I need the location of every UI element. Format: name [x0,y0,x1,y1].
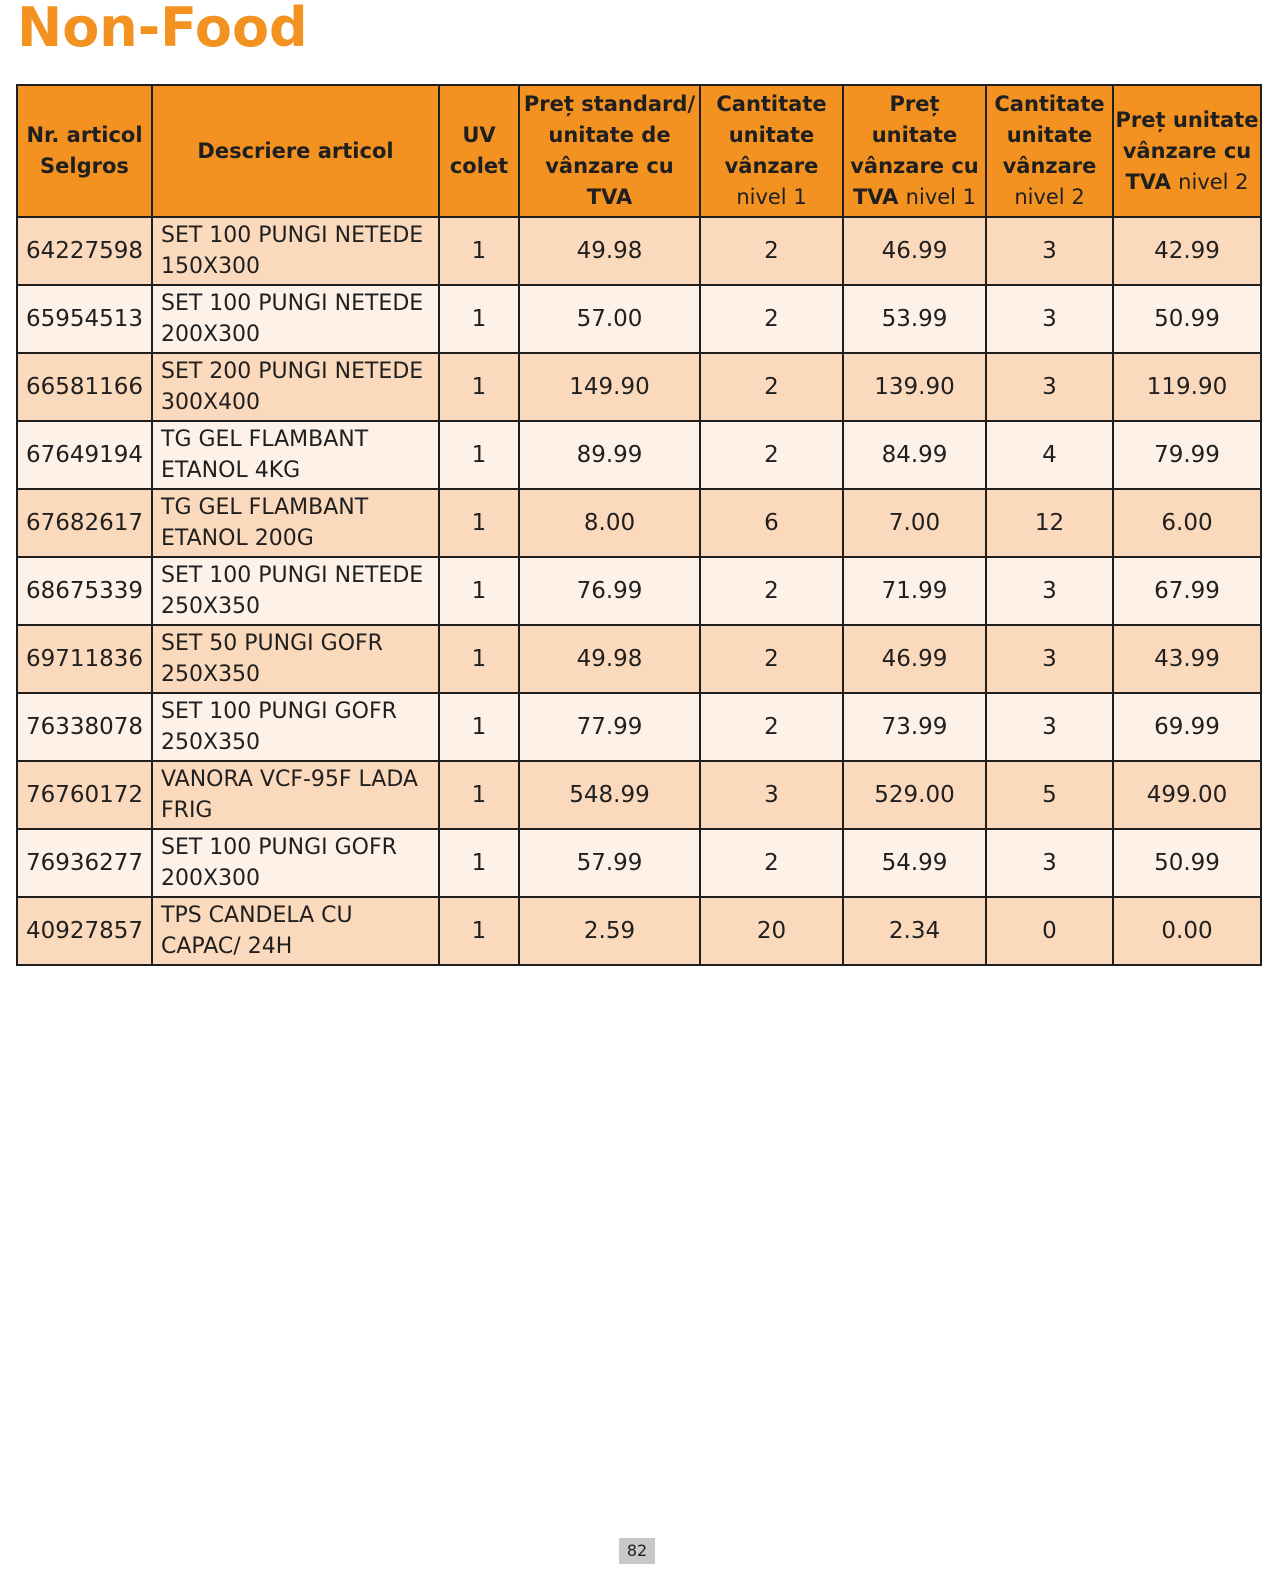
cell-cantitate-nivel2: 4 [986,421,1113,489]
cell-pret-nivel2: 0.00 [1113,897,1261,965]
cell-pret-nivel1: 73.99 [843,693,986,761]
cell-cantitate-nivel2: 3 [986,625,1113,693]
cell-cantitate-nivel1: 20 [700,897,843,965]
table-row [17,625,1261,693]
header-descriere: Descriere articol [152,85,439,217]
cell-nr-articol: 76936277 [17,829,152,897]
cell-nr-articol: 64227598 [17,217,152,285]
cell-nr-articol: 65954513 [17,285,152,353]
cell-uv-colet: 1 [439,217,519,285]
header-pret-nivel1: Preț unitate vânzare cu TVA nivel 1 [843,85,986,217]
cell-descriere: SET 100 PUNGI NETEDE 150X300 [152,217,439,285]
cell-pret-nivel1: 2.34 [843,897,986,965]
cell-pret-nivel1: 84.99 [843,421,986,489]
cell-descriere: SET 100 PUNGI NETEDE 200X300 [152,285,439,353]
page-title: Non-Food [17,0,308,59]
cell-cantitate-nivel2: 5 [986,761,1113,829]
cell-descriere: SET 200 PUNGI NETEDE 300X400 [152,353,439,421]
cell-cantitate-nivel2: 0 [986,897,1113,965]
cell-cantitate-nivel2: 3 [986,557,1113,625]
cell-nr-articol: 69711836 [17,625,152,693]
cell-pret-nivel2: 6.00 [1113,489,1261,557]
table-row [17,217,1261,285]
cell-pret-nivel2: 67.99 [1113,557,1261,625]
cell-descriere: TPS CANDELA CU CAPAC/ 24H [152,897,439,965]
cell-pret-standard: 2.59 [519,897,700,965]
cell-nr-articol: 67682617 [17,489,152,557]
cell-nr-articol: 40927857 [17,897,152,965]
cell-cantitate-nivel2: 3 [986,353,1113,421]
header-cantitate-nivel1: Cantitate unitate vânzare nivel 1 [700,85,843,217]
cell-descriere: VANORA VCF-95F LADA FRIG [152,761,439,829]
header-pret-nivel2: Preț unitate vânzare cu TVA nivel 2 [1113,85,1261,217]
cell-pret-nivel2: 42.99 [1113,217,1261,285]
cell-pret-standard: 57.99 [519,829,700,897]
cell-pret-nivel2: 50.99 [1113,285,1261,353]
cell-pret-nivel1: 71.99 [843,557,986,625]
cell-pret-nivel1: 529.00 [843,761,986,829]
header-pret-standard: Preț standard/ unitate de vânzare cu TVA [519,85,700,217]
table-row [17,421,1261,489]
cell-pret-standard: 89.99 [519,421,700,489]
cell-pret-nivel1: 54.99 [843,829,986,897]
cell-pret-nivel2: 499.00 [1113,761,1261,829]
cell-pret-nivel1: 53.99 [843,285,986,353]
cell-uv-colet: 1 [439,693,519,761]
cell-nr-articol: 68675339 [17,557,152,625]
cell-pret-standard: 76.99 [519,557,700,625]
table-header [17,85,1261,217]
cell-uv-colet: 1 [439,625,519,693]
cell-pret-nivel2: 50.99 [1113,829,1261,897]
cell-pret-nivel2: 119.90 [1113,353,1261,421]
cell-pret-nivel1: 7.00 [843,489,986,557]
cell-descriere: SET 100 PUNGI GOFR 250X350 [152,693,439,761]
cell-cantitate-nivel1: 2 [700,421,843,489]
header-nr-articol: Nr. articol Selgros [17,85,152,217]
cell-descriere: SET 100 PUNGI NETEDE 250X350 [152,557,439,625]
table-row [17,285,1261,353]
cell-uv-colet: 1 [439,421,519,489]
cell-uv-colet: 1 [439,829,519,897]
cell-cantitate-nivel2: 3 [986,829,1113,897]
cell-pret-nivel1: 46.99 [843,217,986,285]
cell-uv-colet: 1 [439,489,519,557]
cell-pret-nivel2: 43.99 [1113,625,1261,693]
cell-pret-nivel1: 46.99 [843,625,986,693]
cell-pret-standard: 548.99 [519,761,700,829]
cell-cantitate-nivel2: 3 [986,693,1113,761]
table-row [17,761,1261,829]
cell-cantitate-nivel1: 2 [700,829,843,897]
page-number: 82 [619,1538,655,1564]
table-row [17,489,1261,557]
cell-pret-standard: 49.98 [519,625,700,693]
cell-pret-nivel2: 69.99 [1113,693,1261,761]
cell-cantitate-nivel2: 3 [986,217,1113,285]
table-row [17,693,1261,761]
header-cantitate-nivel2: Cantitate unitate vânzare nivel 2 [986,85,1113,217]
cell-cantitate-nivel1: 6 [700,489,843,557]
cell-cantitate-nivel1: 2 [700,353,843,421]
table-row [17,353,1261,421]
cell-uv-colet: 1 [439,285,519,353]
cell-nr-articol: 76760172 [17,761,152,829]
cell-pret-standard: 149.90 [519,353,700,421]
cell-descriere: TG GEL FLAMBANT ETANOL 4KG [152,421,439,489]
cell-nr-articol: 76338078 [17,693,152,761]
cell-pret-standard: 49.98 [519,217,700,285]
header-uv-colet: UV colet [439,85,519,217]
cell-uv-colet: 1 [439,761,519,829]
cell-cantitate-nivel1: 2 [700,625,843,693]
cell-nr-articol: 67649194 [17,421,152,489]
cell-descriere: SET 100 PUNGI GOFR 200X300 [152,829,439,897]
cell-descriere: SET 50 PUNGI GOFR 250X350 [152,625,439,693]
cell-pret-standard: 8.00 [519,489,700,557]
cell-cantitate-nivel1: 2 [700,285,843,353]
cell-pret-standard: 77.99 [519,693,700,761]
cell-cantitate-nivel1: 2 [700,693,843,761]
cell-cantitate-nivel2: 3 [986,285,1113,353]
cell-nr-articol: 66581166 [17,353,152,421]
cell-uv-colet: 1 [439,897,519,965]
cell-pret-nivel1: 139.90 [843,353,986,421]
cell-uv-colet: 1 [439,557,519,625]
cell-uv-colet: 1 [439,353,519,421]
cell-cantitate-nivel2: 12 [986,489,1113,557]
table-row [17,897,1261,965]
cell-cantitate-nivel1: 2 [700,217,843,285]
table-row [17,829,1261,897]
price-table [16,84,1262,966]
table-row [17,557,1261,625]
cell-cantitate-nivel1: 2 [700,557,843,625]
cell-pret-nivel2: 79.99 [1113,421,1261,489]
cell-descriere: TG GEL FLAMBANT ETANOL 200G [152,489,439,557]
cell-cantitate-nivel1: 3 [700,761,843,829]
cell-pret-standard: 57.00 [519,285,700,353]
table-body [17,217,1261,965]
